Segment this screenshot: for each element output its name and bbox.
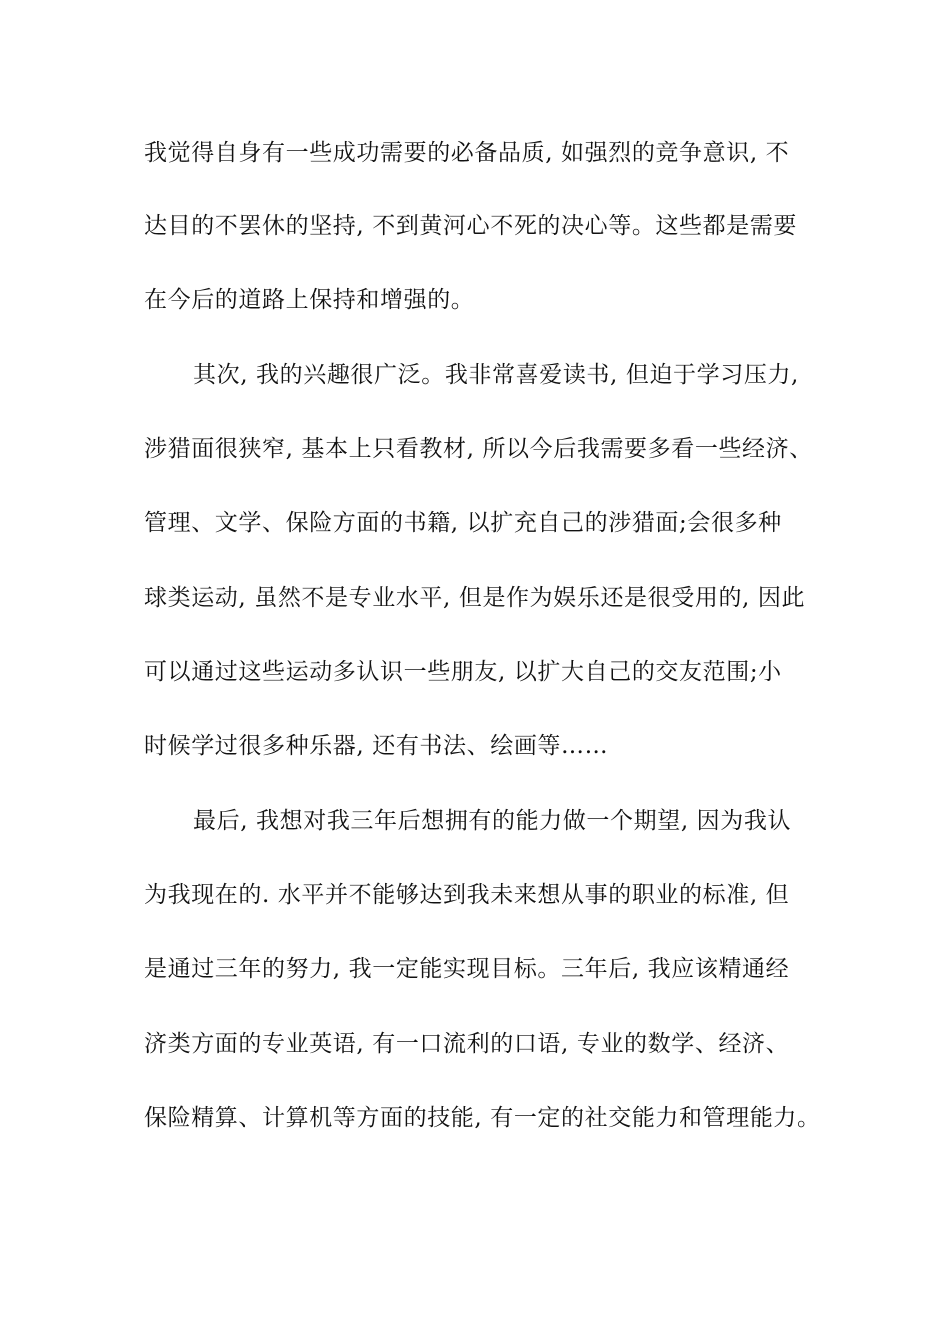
paragraph-line: 时候学过很多种乐器, 还有书法、绘画等…… (144, 733, 609, 759)
paragraph-line: 为我现在的. 水平并不能够达到我未来想从事的职业的标准, 但 (144, 882, 790, 908)
paragraph-line: 管理、文学、保险方面的书籍, 以扩充自己的涉猎面;会很多种 (144, 510, 782, 536)
paragraph-line: 保险精算、计算机等方面的技能, 有一定的社交能力和管理能力。 (144, 1105, 821, 1131)
paragraph-line: 是通过三年的努力, 我一定能实现目标。三年后, 我应该精通经 (144, 956, 790, 982)
paragraph-line: 可以通过这些运动多认识一些朋友, 以扩大自己的交友范围;小 (144, 659, 782, 685)
paragraph-line: 涉猎面很狭窄, 基本上只看教材, 所以今后我需要多看一些经济、 (144, 436, 813, 462)
paragraph-line: 在今后的道路上保持和增强的。 (144, 287, 475, 313)
paragraph-line: 其次, 我的兴趣很广泛。我非常喜爱读书, 但迫于学习压力, (193, 362, 799, 388)
paragraph-line: 我觉得自身有一些成功需要的必备品质, 如强烈的竞争意识, 不 (144, 140, 790, 166)
paragraph-line: 最后, 我想对我三年后想拥有的能力做一个期望, 因为我认 (193, 808, 792, 834)
paragraph-line: 济类方面的专业英语, 有一口流利的口语, 专业的数学、经济、 (144, 1031, 790, 1057)
paragraph-line: 达目的不罢休的坚持, 不到黄河心不死的决心等。这些都是需要 (144, 213, 798, 239)
paragraph-line: 球类运动, 虽然不是专业水平, 但是作为娱乐还是很受用的, 因此 (144, 585, 806, 611)
